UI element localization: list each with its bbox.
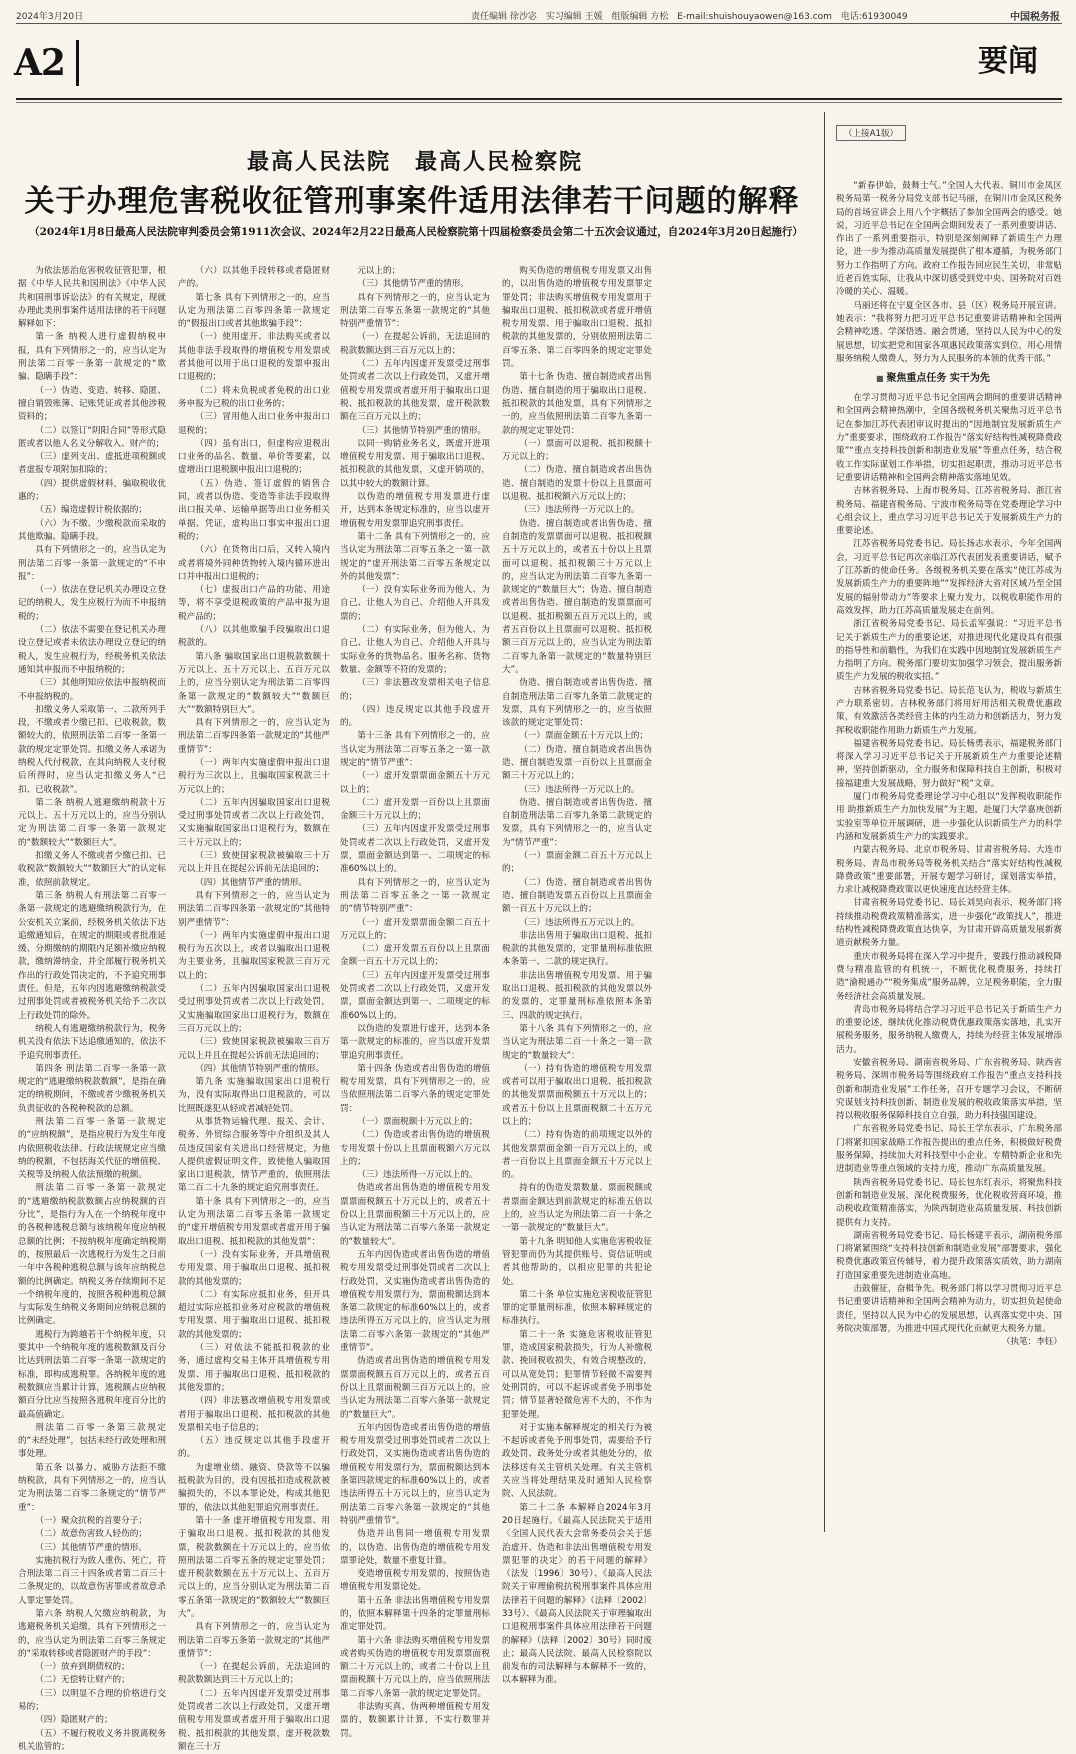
article-paragraph: （五）不履行税收义务并脱离税务机关监管的； [18, 1728, 166, 1752]
article-paragraph: （六）以其他手段转移或者隐匿财产的。 [178, 266, 330, 290]
article-paragraph: 非法出售增值税专用发票、用于骗取出口退税、抵扣税款的其他发票以外的发票的，定罪量刑标准依照本条第三、四款的规定执行。 [502, 970, 652, 1021]
article-paragraph: 五年内因伪造或者出售伪造的增值税专用发票受过刑事处罚或者二次以上行政处罚，又实施伪造或者出售伪造的增值税专用发票行为，票面税额达到本条第二款规定的标准60%以上的，或者违法所得五万元以上的，应当认定为刑法第二百零六条第一款规定的“其他严重情节”。 [340, 1249, 490, 1354]
article-paragraph: （四）隐匿财产的； [35, 1715, 113, 1726]
article-paragraph: （二）无偿转让财产的； [35, 1675, 130, 1686]
continued-note: （上接A1版） [836, 125, 906, 141]
article-paragraph: （二）五年内因骗取国家出口退税受过刑事处罚或者二次以上行政处罚，又实施骗取国家出口退税行为，数额在三百万元以上的； [178, 984, 330, 1034]
article-column-1 [18, 265, 166, 1752]
article-paragraph: （一）两年内实施虚假申报出口退税行为三次以上，且骗取国家税款三十万元以上的； [178, 757, 330, 795]
article-paragraph: 第十三条 具有下列情形之一的，应当认定为刑法第二百零五条之一第一款规定的“情节严重”： [340, 731, 490, 768]
article-paragraph: （五）伪造、签订虚假的销售合同，或者以伪造、变造等非法手段取得出口报关单、运输单据等出口业务相关单据、凭证，虚构出口事实申报出口退税的； [178, 478, 330, 542]
article-paragraph: 五年内因伪造或者出售伪造的增值税专用发票受过刑事处罚或者二次以上行政处罚，又实施伪造或者出售伪造的增值税专用发票行为，票面税额达到本条第四款规定的标准60%以上的，或者违法所得五十万元以上的，应当认定为刑法第二百零六条第一款规定的“其他特别严重情节”。 [340, 1422, 490, 1526]
article-paragraph: （四）虽有出口，但虚构应退税出口业务的品名、数量、单价等要素，以虚增出口退税额申报出口退税的； [178, 438, 330, 476]
article-paragraph: 非法出售用于骗取出口退税、抵扣税款的其他发票的，定罪量刑标准依照本条第一、二款的规定执行。 [502, 930, 652, 968]
section-title: 要闻 [978, 44, 1038, 79]
article-paragraph: （四）非法篡改增值税专用发票或者用于骗取出口退税、抵扣税款的其他发票相关电子信息的； [178, 1396, 330, 1433]
article-paragraph: 第五条 以暴力、威胁方法拒不缴纳税款，具有下列情形之一的，应当认定为刑法第二百零二条规定的“情节严重”： [18, 1462, 166, 1513]
article-paragraph: （二）有实际业务，但为他人、为自己、让他人为自己、介绍他人开具与实际业务的货物品名、服务名称、货物数量、金额等不符的发票的； [340, 625, 490, 675]
sidebar-paragraph: 吉林省税务局党委书记、局长范飞认为，税收与新质生产力联系密切。吉林税务部门将用好用活相关税费优惠政策，有效激活各类经营主体的内生动力和创新活力，努力发挥税收职能作用助力新质生产力发展。 [836, 685, 1062, 736]
article-paragraph: （一）持有伪造的增值税专用发票或者可以用于骗取出口退税、抵扣税款的其他发票票面税额五十万元以上的；或者五十份以上且票面税额二十五万元以上的； [502, 1063, 652, 1127]
article-paragraph: （三）其他明知应依法申报纳税而不申报纳税的。 [18, 678, 166, 702]
article-paragraph: 为依法惩治危害税收征管犯罪，根据《中华人民共和国刑法》《中华人民共和国刑事诉讼法》的有关规定，现就办理此类刑事案件适用法律的若干问题解释如下： [18, 266, 166, 330]
article-paragraph: （一）聚众抗税的首要分子； [35, 1515, 147, 1526]
editor-credit: 组版编辑 方松 [611, 12, 669, 22]
article-paragraph: 第二十一条 实施危害税收征管犯罪，造成国家税款损失，行为人补缴税款、挽回税收损失，有效合规整改的，可以从宽处罚；犯罪情节轻微不需要判处刑罚的，可以不起诉或者免予刑事处罚；情节显著轻微危害不大的，不作为犯罪处理。 [502, 1329, 652, 1420]
article-paragraph: 第十五条 非法出售增值税专用发票的，依照本解释第十四条的定罪量刑标准定罪处罚。 [340, 1595, 490, 1633]
article-paragraph: 刑法第二百零一条第一款规定的“应纳税额”，是指应税行为发生年度内依照税收法律、行政法规规定应当缴纳的税额，不包括海关代征的增值税、关税等及纳税人依法预缴的税额。 [18, 1117, 166, 1181]
article-paragraph: 纳税人有逃避缴纳税款行为，税务机关没有依法下达追缴通知的，依法不予追究刑事责任。 [18, 1023, 166, 1061]
article-paragraph: 扣缴义务人采取第一、二款所列手段，不缴或者少缴已扣、已收税款，数额较大的，依照刑法第二百零一条第一款的规定定罪处罚。扣缴义务人承诺为纳税人代付税款，在其向纳税人支付税后所得时，应当认定扣缴义务人“已扣、已收税款”。 [18, 704, 166, 795]
editor-credit: 实习编辑 王媛 [545, 12, 603, 22]
article-paragraph: （二）有实际应抵扣业务，但开具超过实际应抵扣业务对应税款的增值税专用发票、用于骗取出口退税、抵扣税款的其他发票的； [178, 1289, 330, 1340]
article-paragraph: （一）虚开发票票面金额五十万元以上的； [340, 771, 490, 795]
sidebar-paragraph: 吉林省税务局、上海市税务局、江苏省税务局、浙江省税务局、福建省税务局、宁波市税务局等在党委理论学习中心组会议上，重点学习习近平总书记关于发展新质生产力的重要论述。 [836, 486, 1062, 537]
article-paragraph: 第十六条 非法购买增值税专用发票或者购买伪造的增值税专用发票票面税额二十万元以上的，或者二十份以上且票面税额十万元以上的，应当依照刑法第二百零八条第一款的规定定罪处罚。 [340, 1635, 490, 1699]
article-paragraph: 第六条 纳税人欠缴应纳税款，为逃避税务机关追缴，具有下列情形之一的，应当认定为刑法第二百零三条规定的“采取转移或者隐匿财产的手段”： [18, 1608, 166, 1659]
article-paragraph: （三）其他情节严重的情形。 [357, 279, 469, 290]
article-paragraph: （三）致使国家税款被骗取三十万元以上并且在提起公诉前无法追回的； [178, 851, 330, 875]
article-paragraph: （三）冒用他人出口业务申报出口退税的； [178, 412, 330, 436]
article-paragraph: 第十八条 具有下列情形之一的，应当认定为刑法第二百一十条之一第一款规定的“数量较大”： [502, 1023, 652, 1061]
article-paragraph: 购买伪造的增值税专用发票又出售的，以出售伪造的增值税专用发票罪定罪处罚；非法购买增值税专用发票用于骗取出口退税、抵扣税款或者虚开增值税专用发票、用于骗取出口退税、抵扣税款的其他发票的，分别依照刑法第二百零五条、第二百零四条的规定定罪处罚。 [502, 266, 652, 370]
article-paragraph: （一）票面税额十万元以上的； [357, 1117, 478, 1127]
article-paragraph: 伪造或者出售伪造的增值税专用发票票面税额五十万元以上的，或者五十份以上且票面税额三十万元以上的，应当认定为刑法第二百零六条第一款规定的“数量较大”。 [340, 1183, 490, 1247]
sidebar-paragraph: 陕西省税务局党委书记、局长包东红表示，将聚焦科技创新和制造业发展，深化税费服务，优化税收营商环境，推动税收政策精准落实，为陕西制造业高质量发展、科技创新提供有力支持。 [836, 1177, 1062, 1228]
article-paragraph: 第十二条 具有下列情形之一的，应当认定为刑法第二百零五条之一第一款规定的“虚开刑法第二百零五条规定以外的其他发票”： [340, 531, 490, 582]
article-paragraph: （一）在提起公诉前，无法追回的税款数额达到三十万元以上的； [178, 1662, 330, 1686]
article-paragraph: （二）虚开发票五百份以上且票面金额一百五十万元以上的； [340, 944, 490, 968]
article-paragraph: 具有下列情形之一的，应当认定为刑法第二百零五条第一款规定的“其他特别严重情节”： [340, 292, 490, 330]
article-paragraph: （一）虚开发票票面金额二百五十万元以上的； [340, 917, 490, 941]
sidebar-subhead: ■ 聚焦重点任务 实干为先 [876, 372, 1062, 386]
article-paragraph: （四）其他情节特别严重的情形。 [195, 1063, 325, 1074]
article-paragraph: （四）违反规定以其他手段虚开的。 [340, 704, 490, 729]
article-paragraph: 伪造并出售同一增值税专用发票的，以伪造、出售伪造的增值税专用发票罪论处，数量不重复计算。 [340, 1529, 490, 1566]
article-note: （2024年1月8日最高人民法院审判委员会第1911次会议、2024年2月22日最高人民检察院第十四届检察委员会第二十五次会议通过，自2024年3月20日起施行） [29, 226, 803, 238]
article-paragraph: （二）故意伤害致人轻伤的； [35, 1529, 147, 1540]
article-paragraph: （一）放弃到期债权的； [35, 1662, 130, 1673]
article-paragraph: （二）伪造或者出售伪造的增值税专用发票十份以上且票面税额六万元以上的； [340, 1130, 490, 1167]
sidebar-paragraph: 浙江省税务局党委书记、局长孟军强说：“习近平总书记关于新质生产力的重要论述，对推进现代化建设具有很强的指导性和前瞻性，为我们在实践中因地制宜发展新质生产力指明了方向。税务部门要切实加强学习领会，提出服务新质生产力发展的税收实招。” [836, 619, 1062, 683]
article-paragraph: （二）依法不需要在登记机关办理设立登记或者未依法办理设立登记的纳税人，发生应税行为，经税务机关依法通知其申报而不申报纳税的； [18, 625, 166, 675]
article-paragraph: （七）虚报出口产品的功能、用途等，将不享受退税政策的产品申报为退税产品的； [178, 585, 330, 622]
article-paragraph: 伪造、擅自制造或者出售伪造、擅自制造的发票票面可以退税、抵扣税额五十万元以上的，或者五十份以上且票面可以退税、抵扣税额三十万元以上的，应当认定为刑法第二百零九条第一款规定的“数量巨大”；伪造、擅自制造或者出售伪造、擅自制造的发票票面可以退税、抵扣税额五百万元以上的，或者五百份以上且票面可以退税、抵扣税额三百万元以上的，应当认定为刑法第二百零九条第一款规定的“数量特别巨大”。 [502, 518, 652, 675]
article-paragraph: 非法购买真、伪两种增值税专用发票的，数额累计计算，不实行数罪并罚。 [340, 1702, 490, 1739]
article-paragraph: （三）其他情节特别严重的情形。 [357, 425, 487, 436]
article-paragraph: （三）五年内因虚开发票受过刑事处罚或者二次以上行政处罚，又虚开发票，票面金额达到第一、二项规定的标准60%以上的。 [340, 824, 490, 875]
article-paragraph: （三）违法所得一万元以上的。 [357, 1170, 478, 1181]
article-column-4 [502, 265, 652, 1686]
article-paragraph: 刑法第二百零一条第一款规定的“逃避缴纳税款数额占应纳税额的百分比”，是指行为人在一个纳税年度中的各税种逃税总额与该纳税年度应纳税总额的比例；不按纳税年度确定纳税期的，按照最后一次逃税行为发生之日前一年中各税种逃税总额与该年应纳税总额的比例确定。纳税义务存续期间不足一个纳税年度的，按照各税种逃税总额与实际发生纳税义务期间应纳税总额的比例确定。 [18, 1183, 166, 1327]
sidebar-paragraph: 青岛市税务局将结合学习习近平总书记关于新质生产力的重要论述，继续优化推动税费优惠政策落实落地，扎实开展税务服务，服务纳税人缴费人，持续为经营主体发展增添活力。 [836, 1004, 1062, 1055]
article-paragraph: （一）依法在登记机关办理设立登记的纳税人，发生应税行为而不申报纳税的； [18, 585, 166, 622]
article-paragraph: 伪造或者出售伪造的增值税专用发票票面税额五百万元以上的，或者五百份以上且票面税额三百万元以上的，应当认定为刑法第二百零六条第一款规定的“数量巨大”。 [340, 1356, 490, 1420]
article-paragraph: 实施抗税行为致人重伤、死亡，符合刑法第二百三十四条或者第二百三十二条规定的，以故意伤害罪或者故意杀人罪定罪处罚。 [18, 1555, 166, 1606]
sidebar-author: （执笔：李钰） [1001, 1337, 1062, 1348]
article-paragraph: 刑法第二百零一条第三款规定的“未经处理”，包括未经行政处理和刑事处理。 [18, 1422, 166, 1460]
sidebar-article [836, 180, 1062, 1525]
header-rule [16, 98, 1062, 100]
sidebar-paragraph: 重庆市税务局将在深入学习中提升，要践行推动减税降费与精准监管的有机统一，不断优化税费服务，持续打造“渝税通办”“税务集成”服务品牌，立足税务职能，全力服务经济社会高质量发展。 [836, 951, 1062, 1002]
article-paragraph: 具有下列情形之一的，应当认定为刑法第二百零四条第一款规定的“其他严重情节”： [178, 718, 330, 755]
article-paragraph: （五）编造虚假计税依据的； [35, 505, 147, 516]
article-paragraph: （三）以明显不合理的价格进行交易的； [18, 1688, 166, 1713]
sidebar-paragraph: 在学习贯彻习近平总书记全国两会期间的重要讲话精神和全国两会精神热潮中，全国各级税务机关聚焦习近平总书记在参加江苏代表团审议时提出的“因地制宜发展新质生产力”重要要求，围绕政府工作报告“落实好结构性减税降费政策”“重点支持科技创新和制造业发展”等重点任务，结合税收工作实际谋划工作举措，切实担起职责，推动习近平总书记重要讲话精神和全国两会精神落实落地见效。 [836, 393, 1062, 483]
contact-email: E-mail:shuishouyaowen@163.com [677, 12, 832, 22]
editor-credit: 责任编辑 徐沙宓 [471, 12, 537, 22]
article-column-3 [340, 265, 490, 1739]
article-paragraph: 以伪造的发票进行虚开，达到本条第一款规定的标准的，应当以虚开发票罪追究刑事责任。 [340, 1023, 490, 1061]
article-paragraph: （三）五年内因虚开发票受过刑事处罚或者二次以上行政处罚，又虚开发票，票面金额达到第一、二项规定的标准60%以上的。 [340, 970, 490, 1021]
article-paragraph: （五）违反规定以其他手段虚开的。 [178, 1436, 330, 1460]
article-paragraph: （一）票面金额二百五十万元以上的； [502, 851, 652, 875]
article-paragraph: （二）五年内因虚开发票受过刑事处罚或者二次以上行政处罚，又虚开增值税专用发票或者虚开用于骗取出口退税、抵扣税款的其他发票，虚开税款数额在三十万 [178, 1688, 330, 1752]
article-paragraph: 变造增值税专用发票的，按照伪造增值税专用发票论处。 [340, 1569, 490, 1593]
article-paragraph: 伪造、擅自制造或者出售伪造、擅自制造刑法第二百零九条第二款规定的发票，具有下列情形之一的，应当依照该款的规定定罪处罚： [502, 678, 652, 729]
article-paragraph: （三）违法所得一万元以上的。 [519, 505, 640, 516]
article-paragraph: （四）其他情节严重的情形。 [195, 877, 307, 888]
article-paragraph: （一）票面金额五十万元以上的； [519, 731, 649, 742]
article-paragraph: 具有下列情形之一的，应当认定为刑法第二百零一条第一款规定的“不申报”： [18, 545, 166, 582]
article-paragraph: 为虚增业绩、融资、贷款等不以骗抵税款为目的，没有因抵扣造成税款被骗损失的，不以本罪论处，构成其他犯罪的，依法以其他犯罪追究刑事责任。 [178, 1462, 330, 1513]
article-paragraph: （二）将未负税或者免税的出口业务申报为已税的出口业务的； [178, 385, 330, 409]
article-paragraph: 伪造、擅自制造或者出售伪造、擅自制造刑法第二百零九条第二款规定的发票，具有下列情形之一的，应当认定为“情节严重”： [502, 797, 652, 848]
article-paragraph: 第七条 具有下列情形之一的，应当认定为刑法第二百零四条第一款规定的“假报出口或者其他欺骗手段”： [178, 292, 330, 330]
article-paragraph: （二）持有伪造的前项规定以外的其他发票票面金额一百万元以上的，或者一百份以上且票面金额五十万元以上的。 [502, 1130, 652, 1181]
article-paragraph: （一）两年内实施虚假申报出口退税行为五次以上，或者以骗取出口退税为主要业务，且骗取国家税款三百万元以上的； [178, 930, 330, 981]
article-paragraph: （二）伪造、擅自制造或者出售伪造、擅自制造的发票十份以上且票面可以退税、抵扣税额六万元以上的； [502, 465, 652, 503]
article-paragraph: 元以上的； [357, 266, 401, 276]
sidebar-paragraph: 内蒙古税务局、北京市税务局、甘肃省税务局、大连市税务局、青岛市税务局等税务机关结合“落实好结构性减税降费政策”重要部署，开展专题学习研讨，谋划落实举措，力求让减税降费政策以更快速度直达经营主体。 [836, 845, 1062, 896]
article-paragraph: 第二条 纳税人逃避缴纳税款十万元以上、五十万元以上的，应当分别认定为刑法第二百零一条第一款规定的“数额较大”“数额巨大”。 [18, 797, 166, 848]
article-paragraph: 第十条 具有下列情形之一的，应当认定为刑法第二百零五条第一款规定的“虚开增值税专用发票或者虚开用于骗取出口退税、抵扣税款的其他发票”： [178, 1196, 330, 1247]
article-paragraph: 第八条 骗取国家出口退税款数额十万元以上、五十万元以上、五百万元以上的，应当分别认定为刑法第二百零四条第一款规定的“数额较大”“数额巨大”“数额特别巨大”。 [178, 651, 330, 715]
article-paragraph: （二）五年内因骗取国家出口退税受过刑事处罚或者二次以上行政处罚，又实施骗取国家出口退税行为，数额在三十万元以上的； [178, 797, 330, 848]
article-paragraph: （三）非法篡改发票相关电子信息的； [340, 678, 490, 702]
sidebar-paragraph: 厦门市税务局党委理论学习中心组以“发挥税收职能作用 助推新质生产力加快发展”为主题，赴厦门大学嘉庚创新实验室等单位开展调研，进一步强化认识新质生产力的科学内涵和发展新质生产力的实践要求。 [836, 792, 1062, 842]
sidebar-paragraph: 湖南省税务局党委书记、局长杨建平表示，湖南税务部门将紧紧围绕“支持科技创新和制造业发展”部署要求，强化税费优惠政策宣传辅导，着力提升政策落实质效，助力湖南打造国家重要先进制造业高地。 [836, 1230, 1062, 1281]
article-paragraph: （八）以其他欺骗手段骗取出口退税款的。 [178, 625, 330, 649]
sidebar-paragraph: 广东省税务局党委书记、局长王学东表示，广东税务部门将紧扣国家战略工作报告提出的重点任务，积极做好税费服务保障，持续加大对科技型中小企业、专精特新企业和先进制造业等重点领域的支持力度，推动广东高质量发展。 [836, 1124, 1062, 1175]
editor-credits [471, 9, 914, 22]
article-paragraph: （一）没有实际业务，开具增值税专用发票、用于骗取出口退税、抵扣税款的其他发票的； [178, 1249, 330, 1287]
article-paragraph: 第二十二条 本解释自2024年3月20日起施行。《最高人民法院关于适用〈全国人民代表大会常务委员会关于惩治虚开、伪造和非法出售增值税专用发票犯罪的决定〉的若干问题的解释》（法发〔1996〕30号）、《最高人民法院关于审理偷税抗税刑事案件具体应用法律若干问题的解释》（法释〔2002〕33号）、《最高人民法院关于审理骗取出口退税刑事案件具体应用法律若干问题的解释》（法释〔2002〕30号）同时废止；最高人民法院、最高人民检察院以前发布的司法解释与本解释不一致的，以本解释为准。 [502, 1502, 652, 1686]
article-paragraph: 第十一条 虚开增值税专用发票、用于骗取出口退税、抵扣税款的其他发票，税款数额在十万元以上的，应当依照刑法第二百零五条的规定定罪处罚；虚开税款数额在五十万元以上、五百万元以上的，应当分别认定为刑法第二百零五条第一款规定的“数额较大”“数额巨大”。 [178, 1515, 330, 1619]
article-paragraph: （一）没有实际业务而为他人、为自己、让他人为自己、介绍他人开具发票的； [340, 585, 490, 622]
article-paragraph: （四）提供虚假材料，骗取税收优惠的； [18, 478, 166, 503]
article-paragraph: （二）伪造、擅自制造或者出售伪造、擅自制造发票五百份以上且票面金额一百五十万元以上的； [502, 877, 652, 915]
sidebar-paragraph: “新春伊始，鼓舞士气。”全国人大代表、铜川市金凤区税务局第一税务分局党支部书记马丽，在铜川市金凤区税务局的首场宣讲会上用八个字概括了参加全国两会的感受。她说，习近平总书记在全国两会期间发表了一系列重要讲话、作出了一系列重要指示，特别是深刻阐释了新质生产力理论，进一步为推动高质量发展提供了根本遵循，为税务部门努力工作指明了方向。政府工作报告回应民生关切，非常贴近老百姓实际，让我从中深切感受到党中央、国务院对百姓冷暖的关心、温暖。 [836, 181, 1062, 298]
article-paragraph: 第三条 纳税人有刑法第二百零一条第一款规定的逃避缴纳税款行为，在公安机关立案前，经税务机关依法下达追缴通知后，在规定的期限或者批准延缓、分期缴纳的期限内足额补缴应纳税款，缴纳滞纳金，并全部履行税务机关作出的行政处罚决定的，不予追究刑事责任。但是，五年内因逃避缴纳税款受过刑事处罚或者被税务机关给予二次以上行政处罚的除外。 [18, 890, 166, 1021]
article-column-2 [178, 265, 330, 1752]
article-paragraph: （二）虚开发票一百份以上且票面金额三十万元以上的； [340, 797, 490, 822]
article-paragraph: （六）为不缴、少缴税款而采取的其他欺骗、隐瞒手段。 [18, 518, 166, 542]
issue-date: 2024年3月20日 [16, 12, 84, 22]
article-paragraph: （二）五年内因虚开发票受过刑事处罚或者二次以上行政处罚，又虚开增值税专用发票或者虚开用于骗取出口退税、抵扣税款的其他发票，虚开税款数额在三百万元以上的； [340, 359, 490, 423]
contact-phone: 电话:61930049 [840, 12, 908, 22]
newspaper-name: 中国税务报 [1010, 12, 1060, 23]
article-paragraph: 第九条 实施骗取国家出口退税行为，没有实际取得出口退税款的，可以比照既遂犯从轻或者减轻处罚。 [178, 1077, 330, 1114]
article-paragraph: 第四条 刑法第二百零一条第一款规定的“逃避缴纳税款数额”，是指在确定的纳税期间，不缴或者少缴税务机关负责征收的各税种税款的总额。 [18, 1063, 166, 1114]
article-paragraph: （一）票面可以退税、抵扣税额十万元以上的； [502, 438, 652, 463]
article-paragraph: （六）在货物出口后，又转入境内或者将境外同种货物转入境内循环进出口并申报出口退税的； [178, 545, 330, 582]
sidebar-paragraph: 马丽还将在宁夏全区各市、县（区）税务局开展宣讲。她表示：“我将努力把习近平总书记重要讲话精神和全国两会精神吃透、学深悟透、融会贯通，坚持以人民为中心的发展思想，切实把党和国家各项惠民政策落实到位，用心用情服务纳税人缴费人，努力为人民服务的本领的优秀干部。” [836, 300, 1062, 364]
article-paragraph: 从事货物运输代理、报关、会计、税务、外贸综合服务等中介组织及其人员违反国家有关进出口经营规定，为他人提供虚假证明文件，致使他人骗取国家出口退税款，情节严重的，依照刑法第二百二十九条的规定追究刑事责任。 [178, 1117, 330, 1194]
header-rule-thin [16, 102, 1062, 103]
sidebar-paragraph: 甘肃省税务局党委书记、局长刘昊向表示，税务部门将持续推动税费政策精准落实，进一步强化“政策找人”，推进结构性减税降费政策直达快享，为甘肃开辟高质量发展新赛道贡献税务力量。 [836, 898, 1062, 949]
sidebar-paragraph: 击鼓催征，奋楫争先。税务部门将以学习贯彻习近平总书记重要讲话精神和全国两会精神为动力，切实担负起使命责任，坚持以人民为中心的发展思想，认真落实党中央、国务院决策部署，为推进中国式现代化贡献更大税务力量。 [836, 1284, 1062, 1334]
article-paragraph: 对于实施本解释规定的相关行为被不起诉或者免予刑事处罚，需要给予行政处罚、政务处分或者其他处分的，依法移送有关主管机关处理。有关主管机关应当将处理结果及时通知人民检察院、人民法院。 [502, 1422, 652, 1500]
article-paragraph: （一）使用虚开、非法购买或者以其他非法手段取得的增值税专用发票或者其他可以用于出口退税的发票申报出口退税的； [178, 332, 330, 383]
article-paragraph: （三）对依法不能抵扣税款的业务，通过虚构交易主体开具增值税专用发票、用于骗取出口退税、抵扣税款的其他发票的； [178, 1343, 330, 1393]
article-paragraph: （三）违法所得五万元以上的。 [519, 917, 640, 928]
article-paragraph: 第十七条 伪造、擅自制造或者出售伪造、擅自制造的用于骗取出口退税、抵扣税款的其他发票，具有下列情形之一的，应当依照刑法第二百零九条第一款的规定定罪处罚： [502, 372, 652, 436]
article-paragraph: 第十四条 伪造或者出售伪造的增值税专用发票，具有下列情形之一的，应当依照刑法第二百零六条的规定定罪处罚： [340, 1063, 490, 1114]
article-paragraph: 第一条 纳税人进行虚假纳税申报，具有下列情形之一的，应当认定为刑法第二百零一条第一款规定的“欺骗、隐瞒手段”： [18, 332, 166, 383]
article-title: 关于办理危害税收征管刑事案件适用法律若干问题的解释 [24, 184, 800, 219]
sidebar-paragraph: 福建省税务局党委书记、局长杨勇表示，福建税务部门将深入学习习近平总书记关于开展新质生产力重要论述精神，坚持创新驱动，全力服务和保障科技自主创新，积极对接福建重大发展战略，努力做好“税”文章。 [836, 738, 1062, 789]
article-paragraph: （一）伪造、变造、转移、隐匿、擅自销毁账簿、记账凭证或者其他涉税资料的； [18, 385, 166, 423]
article-paragraph: 第二十条 单位实施危害税收征管犯罪的定罪量刑标准，依照本解释规定的标准执行。 [502, 1289, 652, 1327]
article-paragraph: （二）以签订“阴阳合同”等形式隐匿或者以他人名义分解收入、财产的； [18, 425, 166, 449]
article-paragraph: （三）虚列支出、虚抵进项税额或者虚报专项附加扣除的； [18, 452, 166, 476]
sidebar-paragraph: 安徽省税务局、湖南省税务局、广东省税务局、陕西省税务局、深圳市税务局等围绕政府工作报告“重点支持科技创新和制造业发展”工作任务，召开专题学习会议，不断研究谋划支持科技创新、制造业发展的税收政策落实举措，坚持以税收服务保障科技自立自强，助力科技强国建设。 [836, 1058, 1062, 1122]
page-code: A2 [14, 40, 79, 86]
column-divider [824, 112, 825, 1532]
article-paragraph: 第十九条 明知他人实施危害税收征管犯罪而仍为其提供账号、资信证明或者其他帮助的，以相应犯罪的共犯论处。 [502, 1236, 652, 1287]
article-paragraph: （三）其他情节严重的情形。 [35, 1542, 147, 1553]
article-paragraph: （二）伪造、擅自制造或者出售伪造、擅自制造发票一百份以上且票面金额三十万元以上的； [502, 744, 652, 782]
article-paragraph: （三）致使国家税款被骗取三百万元以上并且在提起公诉前无法追回的； [178, 1037, 330, 1061]
article-paragraph: 扣缴义务人不缴或者少缴已扣、已收税款“数额较大”“数额巨大”的认定标准，依照前款规定。 [18, 851, 166, 888]
article-paragraph: 以同一购销业务名义，既虚开进项增值税专用发票、用于骗取出口退税、抵扣税款的其他发票，又虚开销项的，以其中较大的数额计算。 [340, 438, 490, 489]
article-paragraph: 以伪造的增值税专用发票进行虚开，达到本条规定标准的，应当以虚开增值税专用发票罪追究刑事责任。 [340, 492, 490, 529]
article-kicker: 最高人民法院 最高人民检察院 [246, 150, 583, 175]
article-paragraph: （一）在提起公诉前，无法追回的税款数额达到三百万元以上的； [340, 332, 490, 356]
article-paragraph: 具有下列情形之一的，应当认定为刑法第二百零五条第一款规定的“其他严重情节”： [178, 1622, 330, 1659]
article-paragraph: 具有下列情形之一的，应当认定为刑法第二百零五条之一第一款规定的“情节特别严重”： [340, 877, 490, 915]
article-paragraph: （三）违法所得一万元以上的。 [519, 784, 640, 795]
article-paragraph: 逃税行为跨越若干个纳税年度，只要其中一个纳税年度的逃税数额及百分比达到刑法第二百零一条第一款规定的标准，即构成逃税罪。各纳税年度的逃税数额应当累计计算，逃税额占应纳税额百分比应当按照各逃税年度百分比的最高值确定。 [18, 1329, 166, 1420]
sidebar-paragraph: 江苏省税务局党委书记、局长扬志水表示，今年全国两会，习近平总书记再次亲临江苏代表团发表重要讲话，赋予了江苏新的使命任务。各级税务机关要在落实“使江苏成为发展新质生产力的重要阵地”“发挥经济大省对区域乃至全国发展的辐射带动力”等要求上聚力发力，以税收职能作用的高效发挥，助力江苏高质量发展走在前列。 [836, 539, 1062, 616]
page-header [16, 7, 1062, 24]
article-paragraph: 具有下列情形之一的，应当认定为刑法第二百零四条第一款规定的“其他特别严重情节”： [178, 890, 330, 928]
article-paragraph: 持有的伪造发票数量、票面税额或者票面金额达到前款规定的标准五倍以上的，应当认定为刑法第二百一十条之一第一款规定的“数量巨大”。 [502, 1183, 652, 1234]
